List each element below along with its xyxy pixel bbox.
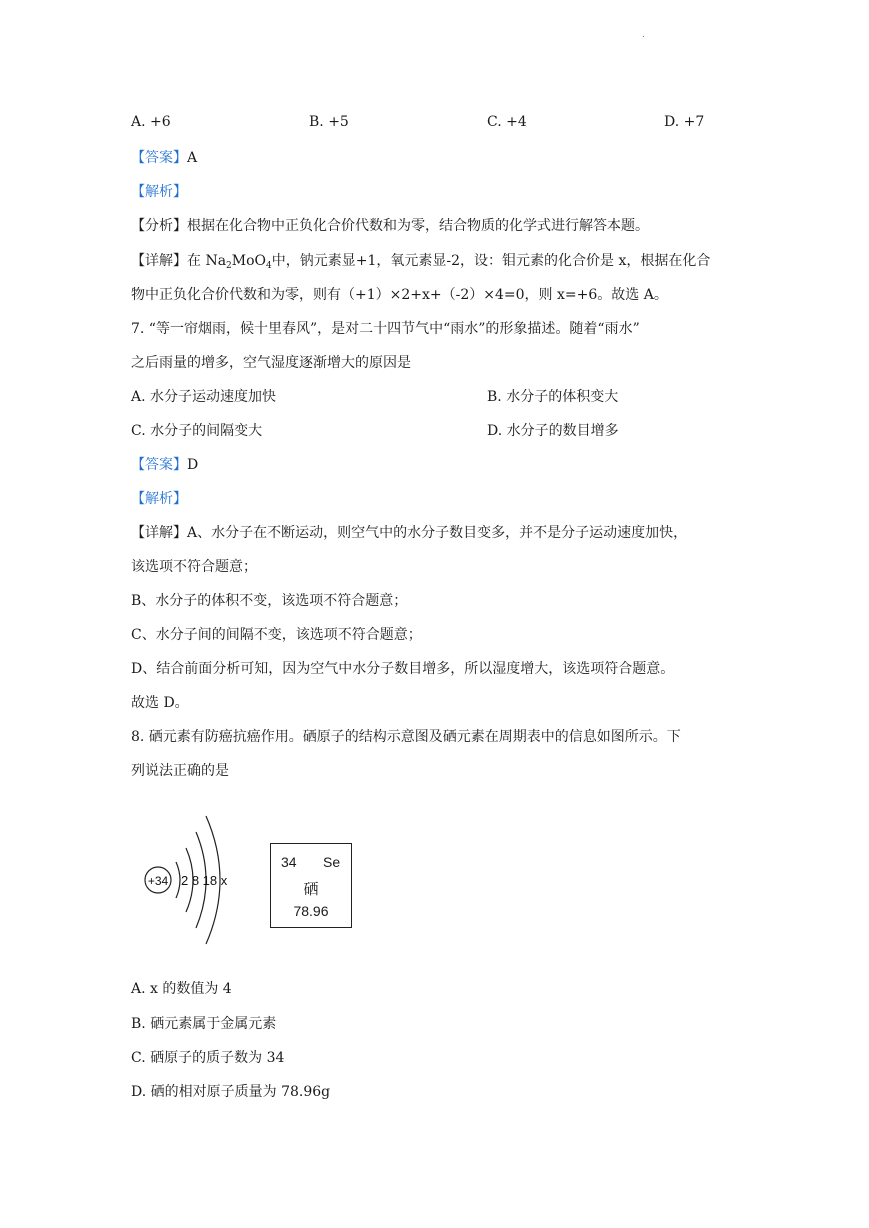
q6-detail-sub1: 2 — [226, 261, 232, 271]
q6-analysis-tag: 【分析】 — [131, 218, 187, 234]
q6-analysis-line — [131, 215, 649, 235]
q6-option-b: B. +5 — [309, 114, 349, 130]
periodic-table-cell — [270, 843, 352, 928]
q7-answer-line — [131, 454, 198, 474]
header-mark: . — [642, 30, 645, 40]
q6-detail-line2: 物中正负化合价代数和为零，则有（+1）×2+x+（-2）×4=0，则 x=+6。故选 A。 — [131, 287, 668, 303]
q7-detail-line4: C、水分子间的间隔不变，该选项不符合题意； — [131, 627, 422, 643]
q7-detail-line2: 该选项不符合题意； — [131, 559, 257, 575]
q8-option-d: D. 硒的相对原子质量为 78.96g — [131, 1084, 331, 1100]
q8-option-a: A. x 的数值为 4 — [131, 981, 232, 997]
q6-detail-post: 中，钠元素显+1，氧元素显-2，设：钼元素的化合价是 x，根据在化合 — [271, 253, 711, 269]
q7-detail-text: A、水分子在不断运动，则空气中的水分子数目变多，并不是分子运动速度加快， — [187, 525, 688, 541]
q6-answer-tag: 【答案】 — [131, 150, 187, 166]
nucleus-charge: +34 — [147, 874, 169, 888]
element-symbol: Se — [323, 854, 341, 870]
q6-analysis-text: 根据在化合物中正负化合价代数和为零，结合物质的化学式进行解答本题。 — [187, 218, 649, 234]
q6-detail-tag: 【详解】 — [131, 253, 187, 269]
q6-answer-line — [131, 147, 197, 167]
q7-conclusion: 故选 D。 — [131, 695, 189, 711]
q7-option-d: D. 水分子的数目增多 — [487, 423, 619, 439]
element-name: 硒 — [303, 880, 319, 898]
q7-answer-value: D — [187, 457, 199, 473]
q6-detail-mid: MoO — [231, 253, 267, 269]
q7-stem-line2: 之后雨量的增多，空气湿度逐渐增大的原因是 — [131, 355, 411, 371]
q6-detail-sub2: 4 — [266, 261, 272, 271]
q7-stem-line1: 7. “等一帘烟雨，候十里春风”，是对二十四节气中“雨水”的形象描述。随着“雨水” — [131, 321, 640, 337]
q6-answer-value: A — [187, 150, 198, 166]
q7-answer-tag: 【答案】 — [131, 457, 187, 473]
q7-option-a: A. 水分子运动速度加快 — [131, 389, 277, 405]
q7-detail-line1 — [131, 522, 687, 542]
q6-detail-pre: 在 Na — [187, 253, 227, 269]
q7-detail-tag: 【详解】 — [131, 525, 187, 541]
atomic-mass: 78.96 — [293, 903, 329, 919]
q6-option-d: D. +7 — [664, 114, 705, 130]
electron-shell-1 — [176, 862, 180, 898]
selenium-atom-structure-diagram — [138, 808, 248, 948]
q6-detail-line1 — [131, 250, 710, 271]
q7-jiexi-tag: 【解析】 — [131, 491, 187, 507]
q8-stem-line2: 列说法正确的是 — [131, 763, 229, 779]
electron-counts: 2 8 18 x — [181, 873, 228, 888]
q7-detail-line3: B、水分子的体积不变，该选项不符合题意； — [131, 593, 408, 609]
q6-jiexi-tag: 【解析】 — [131, 184, 187, 200]
q8-option-b: B. 硒元素属于金属元素 — [131, 1016, 277, 1032]
q6-option-c: C. +4 — [487, 114, 527, 130]
q6-option-a: A. +6 — [131, 114, 171, 130]
q7-option-c: C. 水分子的间隔变大 — [131, 423, 263, 439]
q7-option-b: B. 水分子的体积变大 — [487, 389, 619, 405]
q8-stem-line1: 8. 硒元素有防癌抗癌作用。硒原子的结构示意图及硒元素在周期表中的信息如图所示。下 — [131, 729, 681, 745]
atomic-number: 34 — [281, 854, 297, 870]
q7-detail-line5: D、结合前面分析可知，因为空气中水分子数目增多，所以湿度增大，该选项符合题意。 — [131, 661, 675, 677]
q8-option-c: C. 硒原子的质子数为 34 — [131, 1050, 285, 1066]
